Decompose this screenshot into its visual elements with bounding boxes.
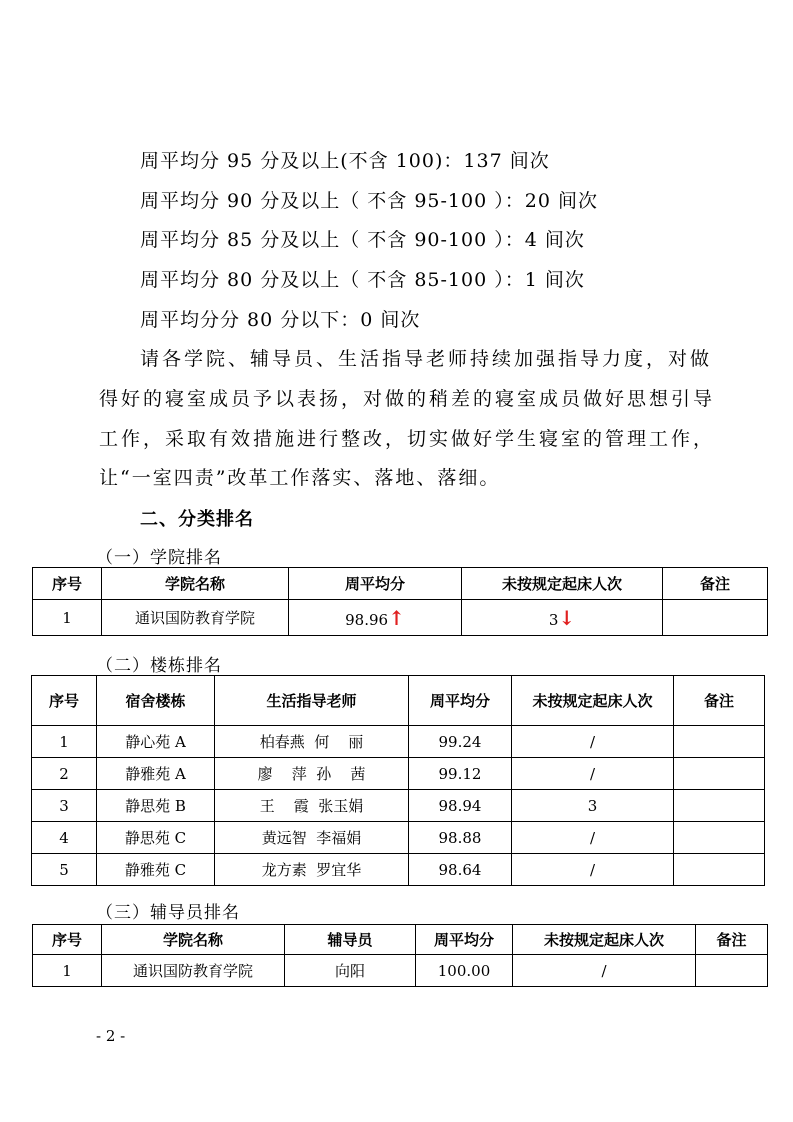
- col-header: 未按规定起床人次: [513, 925, 696, 955]
- cell-score: 98.64: [409, 854, 512, 886]
- cell-late: /: [513, 955, 696, 987]
- cell-college: 通识国防教育学院: [102, 955, 285, 987]
- col-header: 序号: [32, 676, 97, 726]
- cell-no: 1: [32, 726, 97, 758]
- cell-no: 4: [32, 822, 97, 854]
- cell-note: [674, 758, 765, 790]
- cell-note: [674, 726, 765, 758]
- col-header: 未按规定起床人次: [462, 568, 663, 600]
- table-row: [32, 822, 765, 854]
- cell-score: 98.88: [409, 822, 512, 854]
- cell-note: [674, 822, 765, 854]
- col-header: 周平均分: [409, 676, 512, 726]
- col-header: 序号: [33, 925, 102, 955]
- cell-counselor: 向阳: [285, 955, 416, 987]
- cell-note: [674, 790, 765, 822]
- col-header: 序号: [33, 568, 102, 600]
- building-ranking-table: [31, 675, 765, 886]
- college-ranking-title: （一）学院排名: [96, 548, 222, 568]
- cell-no: 3: [32, 790, 97, 822]
- cell-late: [462, 600, 663, 636]
- stat-line-3: 周平均分 85 分及以上（ 不含 90-100 ）：4 间次: [140, 229, 585, 251]
- college-ranking-table: [32, 567, 768, 636]
- col-header: 学院名称: [102, 568, 289, 600]
- cell-building: 静思苑 C: [97, 822, 215, 854]
- stat-line-4: 周平均分 80 分及以上（ 不含 85-100 ）：1 间次: [140, 269, 585, 291]
- counselor-ranking-title: （三）辅导员排名: [96, 903, 240, 923]
- col-header: 备注: [663, 568, 768, 600]
- cell-no: 1: [33, 955, 102, 987]
- cell-note: [674, 854, 765, 886]
- col-header: 学院名称: [102, 925, 285, 955]
- arrow-up-icon: ↑: [388, 605, 405, 630]
- col-header: 辅导员: [285, 925, 416, 955]
- cell-name: 通识国防教育学院: [102, 600, 289, 636]
- col-header: 生活指导老师: [215, 676, 409, 726]
- col-header: 宿舍楼栋: [97, 676, 215, 726]
- section-title: 二、分类排名: [140, 509, 254, 530]
- cell-teacher: 王 霞 张玉娟: [215, 790, 409, 822]
- col-header: 备注: [674, 676, 765, 726]
- counselor-ranking-table: [32, 924, 768, 987]
- cell-building: 静心苑 A: [97, 726, 215, 758]
- paragraph-line-4: 让“一室四责”改革工作落实、落地、落细。: [99, 467, 501, 489]
- cell-score: [289, 600, 462, 636]
- cell-teacher: 黄远智 李福娟: [215, 822, 409, 854]
- table-row: [32, 854, 765, 886]
- col-header: 备注: [696, 925, 768, 955]
- cell-late: 3: [512, 790, 674, 822]
- paragraph-line-1: 请各学院、辅导员、生活指导老师持续加强指导力度，对做: [140, 348, 713, 370]
- table-row: [33, 955, 768, 987]
- arrow-down-icon: ↓: [558, 605, 576, 630]
- cell-score: 99.24: [409, 726, 512, 758]
- cell-note: [663, 600, 768, 636]
- cell-score: 99.12: [409, 758, 512, 790]
- stat-line-1: 周平均分 95 分及以上(不含 100)：137 间次: [140, 150, 550, 172]
- cell-no: 2: [32, 758, 97, 790]
- building-ranking-title: （二）楼栋排名: [96, 656, 222, 676]
- cell-no: 5: [32, 854, 97, 886]
- cell-late: /: [512, 758, 674, 790]
- cell-note: [696, 955, 768, 987]
- table-row: [32, 790, 765, 822]
- cell-score: 100.00: [416, 955, 513, 987]
- cell-late: /: [512, 726, 674, 758]
- cell-no: 1: [33, 600, 102, 636]
- col-header: 周平均分: [289, 568, 462, 600]
- cell-building: 静思苑 B: [97, 790, 215, 822]
- table-row: [33, 600, 768, 636]
- table-row: [32, 758, 765, 790]
- cell-teacher: 廖 萍 孙 茜: [215, 758, 409, 790]
- col-header: 周平均分: [416, 925, 513, 955]
- cell-score: 98.94: [409, 790, 512, 822]
- page-number: - 2 -: [96, 1027, 126, 1045]
- cell-teacher: 柏春燕 何 丽: [215, 726, 409, 758]
- stat-line-5: 周平均分分 80 分以下：0 间次: [140, 309, 421, 331]
- paragraph-line-3: 工作，采取有效措施进行整改，切实做好学生寝室的管理工作，: [99, 428, 716, 450]
- cell-building: 静雅苑 C: [97, 854, 215, 886]
- score-value: 98.96: [345, 610, 389, 629]
- table-row: [32, 726, 765, 758]
- paragraph-line-2: 得好的寝室成员予以表扬，对做的稍差的寝室成员做好思想引导: [99, 388, 716, 410]
- cell-late: /: [512, 854, 674, 886]
- late-value: 3: [548, 610, 559, 629]
- col-header: 未按规定起床人次: [512, 676, 674, 726]
- cell-late: /: [512, 822, 674, 854]
- stat-line-2: 周平均分 90 分及以上（ 不含 95-100 ）：20 间次: [140, 190, 598, 212]
- cell-teacher: 龙方素 罗宜华: [215, 854, 409, 886]
- cell-building: 静雅苑 A: [97, 758, 215, 790]
